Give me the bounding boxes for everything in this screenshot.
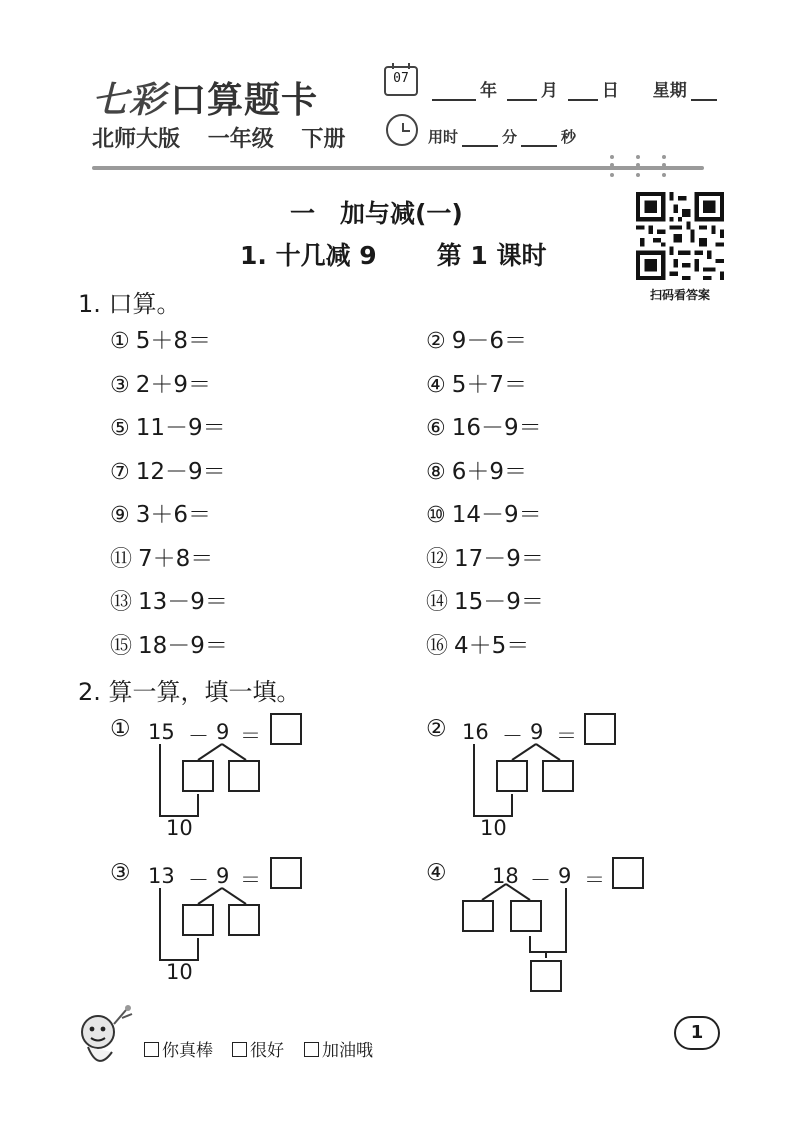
problem-expression: 12－9＝ (135, 458, 226, 485)
answer-box[interactable] (270, 713, 302, 745)
checkbox[interactable] (304, 1042, 319, 1057)
edition-publisher: 北师大版 (92, 127, 181, 152)
problem-number: ② (426, 716, 447, 742)
divider-decoration (636, 155, 640, 177)
time-fields (428, 126, 576, 147)
split-box-right[interactable] (228, 904, 260, 936)
split-box-right[interactable] (228, 760, 260, 792)
problem-expression: 15－9＝ (454, 589, 544, 615)
mental-math-problem (110, 540, 213, 573)
answer-box[interactable] (270, 857, 302, 889)
weekday-blank[interactable] (691, 99, 717, 101)
problem-number: ⑮ (110, 633, 133, 659)
mental-math-problem (426, 627, 529, 660)
problem-number: ① (110, 716, 131, 742)
mental-math-problem (110, 366, 211, 399)
calendar-icon (384, 66, 418, 96)
section-2-title: 2. 算一算，填一填。 (78, 678, 301, 706)
problem-number: ④ (426, 860, 447, 886)
checkbox[interactable] (232, 1042, 247, 1057)
equals-sign: ＝ (584, 868, 605, 892)
calendar-day: 07 (393, 71, 409, 86)
lesson-name: 1. 十几减 9 (240, 241, 377, 270)
equals-sign: ＝ (556, 724, 577, 748)
mental-math-problem (426, 366, 527, 399)
problem-number: ④ (426, 372, 446, 398)
answer-box[interactable] (612, 857, 644, 889)
equals-sign: ＝ (240, 868, 261, 892)
problem-number: ⑤ (110, 416, 130, 441)
month-label: 月 (540, 81, 558, 101)
divider-decoration (610, 155, 614, 177)
edition-grade: 一年级 (207, 127, 274, 152)
praise-option-great[interactable]: 你真棒 (144, 1036, 213, 1061)
split-box-right[interactable] (542, 760, 574, 792)
minuend: 15 (148, 720, 175, 744)
subtrahend: 9 (216, 864, 230, 888)
problem-expression: 5＋8＝ (135, 328, 212, 354)
problem-expression: 4＋5＝ (454, 632, 530, 659)
difference-box[interactable] (530, 960, 562, 992)
minutes-label: 分 (502, 128, 518, 146)
answer-box[interactable] (584, 713, 616, 745)
ten-label: 10 (480, 816, 507, 840)
problem-expression: 5＋7＝ (451, 371, 528, 398)
problem-expression: 18－9＝ (138, 632, 228, 659)
problem-number: ⑫ (426, 546, 449, 572)
mental-math-problem (110, 496, 211, 529)
problem-number: ⑯ (426, 633, 449, 659)
problem-expression: 7＋8＝ (138, 545, 214, 572)
day-blank[interactable] (568, 99, 598, 101)
weekday-label: 星期 (652, 81, 687, 101)
minuend: 18 (492, 864, 519, 888)
minus-sign: － (188, 724, 209, 748)
mascot-icon (70, 1002, 136, 1074)
problem-expression: 2＋9＝ (135, 371, 212, 398)
problem-number: ② (426, 329, 446, 354)
mental-math-problem (426, 453, 527, 486)
split-box-left[interactable] (182, 760, 214, 792)
equals-sign: ＝ (240, 724, 261, 748)
clock-icon (386, 114, 418, 146)
brand-subtitle: 口算题卡 (170, 79, 319, 121)
ten-label: 10 (166, 960, 193, 984)
qr-code-icon[interactable] (636, 192, 724, 280)
subtrahend: 9 (530, 720, 544, 744)
mental-math-problem (426, 409, 542, 442)
time-used-label: 用时 (428, 128, 459, 146)
problem-expression: 14－9＝ (451, 502, 542, 528)
edition-volume: 下册 (301, 127, 346, 152)
day-label: 日 (601, 81, 619, 101)
problem-number: ⑬ (110, 590, 133, 615)
problem-number: ⑨ (110, 503, 130, 528)
minuend: 13 (148, 864, 175, 888)
problem-expression: 3＋6＝ (135, 502, 212, 528)
lesson-period: 第 1 课时 (436, 241, 547, 270)
problem-number: ⑧ (426, 459, 446, 485)
mental-math-problem (110, 322, 211, 355)
unit-title: 一 加与减(一) (290, 199, 463, 228)
split-box-left[interactable] (496, 760, 528, 792)
problem-number: ⑦ (110, 459, 130, 485)
subtrahend: 9 (558, 864, 572, 888)
split-box-right[interactable] (510, 900, 542, 932)
problem-number: ③ (110, 860, 131, 886)
problem-expression: 6＋9＝ (451, 458, 528, 485)
minus-sign: － (530, 868, 551, 892)
edition-info (92, 122, 365, 153)
problem-expression: 11－9＝ (135, 415, 226, 441)
year-label: 年 (480, 81, 497, 101)
mental-math-problem (110, 409, 226, 442)
month-blank[interactable] (507, 99, 537, 101)
date-fields (428, 76, 721, 101)
mental-math-problem (110, 627, 228, 660)
ten-label: 10 (166, 816, 193, 840)
brand-name: 七彩 (92, 79, 167, 121)
seconds-label: 秒 (561, 128, 577, 146)
problem-expression: 13－9＝ (138, 589, 228, 615)
subtrahend: 9 (216, 720, 230, 744)
mental-math-problem (426, 496, 542, 529)
minuend: 16 (462, 720, 489, 744)
seconds-blank[interactable] (521, 145, 557, 147)
problem-expression: 9－6＝ (451, 328, 528, 354)
split-box-left[interactable] (182, 904, 214, 936)
mental-math-problem (426, 540, 544, 573)
problem-number: ⑪ (110, 546, 133, 572)
divider-decoration (662, 155, 666, 177)
split-box-left[interactable] (462, 900, 494, 932)
brand-title (92, 72, 318, 123)
section-1-title: 1. 口算。 (78, 290, 181, 318)
mental-math-problem (110, 453, 226, 486)
problem-number: ① (110, 329, 130, 354)
lesson-title (240, 236, 547, 272)
mental-math-problem (426, 322, 527, 355)
problem-expression: 17－9＝ (454, 545, 544, 572)
problem-expression: 16－9＝ (451, 415, 542, 441)
page-number: 1 (674, 1016, 720, 1050)
problem-number: ⑥ (426, 416, 446, 441)
problem-number: ③ (110, 372, 130, 398)
problem-number: ⑩ (426, 503, 446, 528)
praise-option-good[interactable]: 很好 (232, 1036, 284, 1061)
qr-label: 扫码看答案 (649, 288, 710, 302)
problem-number: ⑭ (426, 590, 449, 615)
checkbox[interactable] (144, 1042, 159, 1057)
minus-sign: － (188, 868, 209, 892)
mental-math-problem (426, 583, 544, 616)
praise-option-keep-going[interactable]: 加油哦 (304, 1036, 373, 1061)
mental-math-problem (110, 583, 228, 616)
minutes-blank[interactable] (462, 145, 498, 147)
year-blank[interactable] (432, 99, 476, 101)
minus-sign: － (502, 724, 523, 748)
